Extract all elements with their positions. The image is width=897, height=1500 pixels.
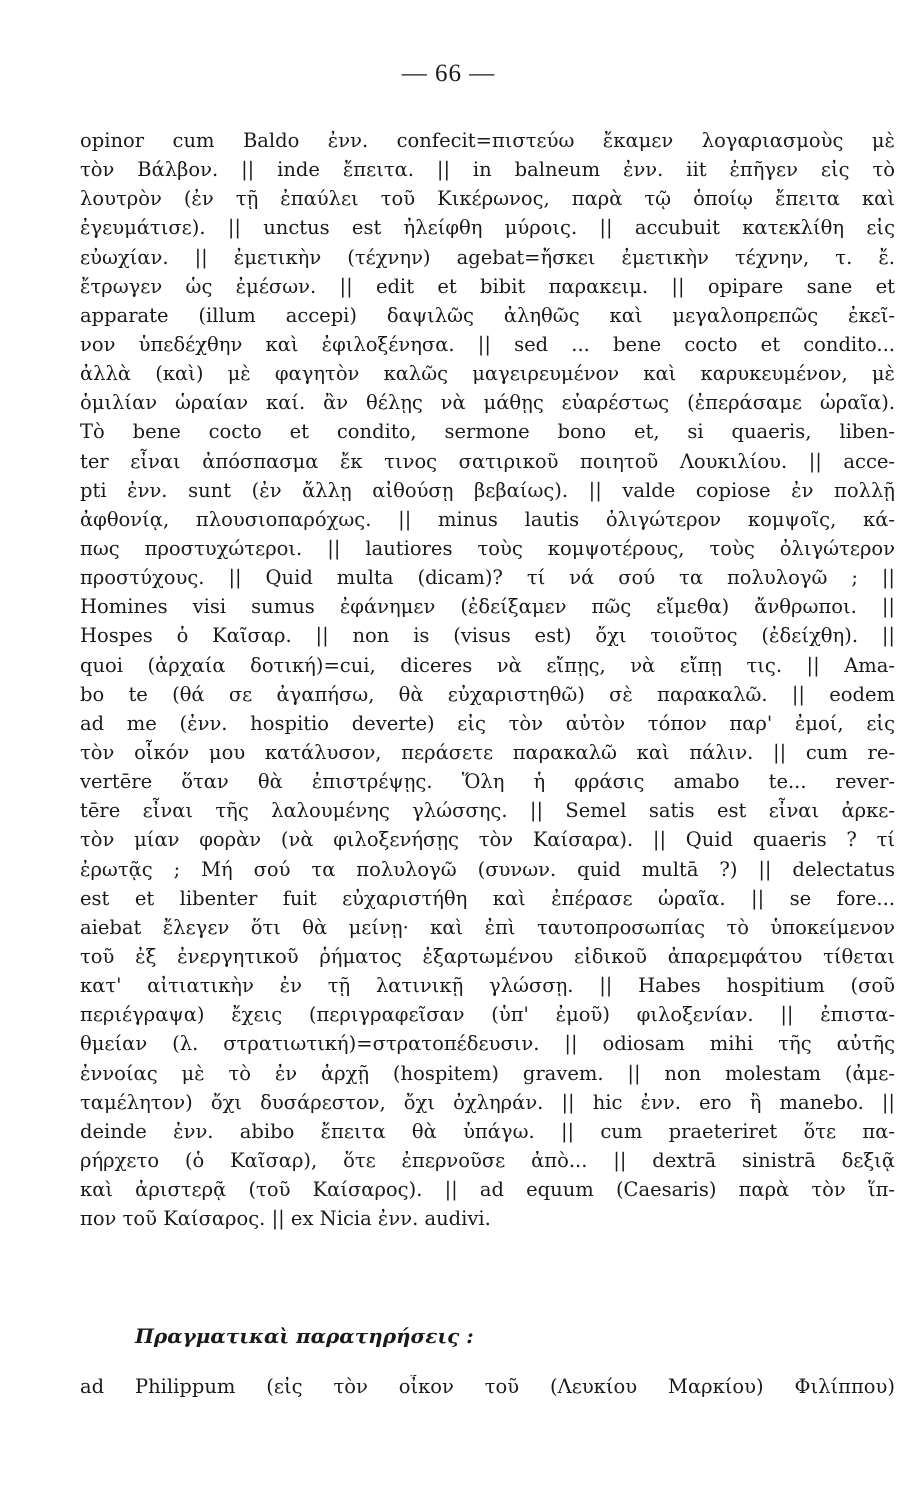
text-line: ὁμιλίαν ὡραίαν καί. ἂν θέλῃς νὰ μάθῃς εὐαρέστως (ἐπεράσαμε ὡραῖα). xyxy=(80,391,895,415)
text-line: opinor cum Baldo ἐνν. confecit=πιστεύω ἔκαμεν λογαριασμοὺς μὲ xyxy=(80,129,895,152)
text-line: λουτρὸν (ἐν τῇ ἐπαύλει τοῦ Κικέρωνος, παρὰ τῷ ὁποίῳ ἔπειτα καὶ xyxy=(80,187,895,211)
text-line: τὸν μίαν φορὰν (νὰ φιλοξενήσῃς τὸν Καίσαρα). || Quid quaeris ? τί xyxy=(80,828,895,852)
text-line: τοῦ ἐξ ἐνεργητικοῦ ῥήματος ἐξαρτωμένου εἰδικοῦ ἀπαρεμφάτου τίθεται xyxy=(80,944,895,968)
text-line: τὸν Βάλβον. || inde ἔπειτα. || in balneum ἐνν. iit ἐπῆγεν εἰς τὸ xyxy=(80,158,895,182)
text-line: τὸν οἶκόν μου κατάλυσον, περάσετε παρακαλῶ καὶ πάλιν. || cum re- xyxy=(80,740,895,764)
final-text-line: ad Philippum (εἰς τὸν οἶκον τοῦ (Λευκίου Μαρκίου) Φιλίππου) xyxy=(80,1375,895,1398)
section-heading: Πραγματικαὶ παρατηρήσεις : xyxy=(135,1324,474,1348)
page-number: — 66 — xyxy=(401,60,496,87)
text-line: ἐρωτᾷς ; Μή σού τα πολυλογῶ (συνων. quid multā ?) || delectatus xyxy=(80,857,895,881)
text-line: ἐννοίας μὲ τὸ ἐν ἀρχῇ (hospitem) gravem. || non molestam (ἀμε- xyxy=(80,1061,895,1085)
text-line: πως προστυχώτεροι. || lautiores τοὺς κομψοτέρους, τοὺς ὀλιγώτερον xyxy=(80,536,895,560)
text-line: πον τοῦ Καίσαρος. || ex Nicia ἐνν. audivi. xyxy=(80,1207,491,1231)
text-line: est et libenter fuit εὐχαριστήθη καὶ ἐπέρασε ὡραῖα. || se fore... xyxy=(80,886,895,910)
text-line: quoi (ἀρχαία δοτική)=cui, diceres νὰ εἴπῃς, νὰ εἴπῃ τις. || Ama- xyxy=(80,653,895,677)
text-line: ἐγευμάτισε). || unctus est ἠλείφθη μύροις. || accubuit κατεκλίθη εἰς xyxy=(80,216,895,240)
text-line: εὐωχίαν. || ἐμετικὴν (τέχνην) agebat=ἤσκει ἐμετικὴν τέχνην, τ. ἔ. xyxy=(80,245,895,269)
text-line: vertēre ὅταν θὰ ἐπιστρέψῃς. Ὅλη ἡ φράσις amabo te... rever- xyxy=(80,770,895,794)
text-line: deinde ἐνν. abibo ἔπειτα θὰ ὑπάγω. || cum praeteriret ὅτε πα- xyxy=(80,1119,895,1143)
text-line: ἔτρωγεν ὡς ἐμέσων. || edit et bibit παρακειμ. || opipare sane et xyxy=(80,274,895,298)
text-line: ταμέλητον) ὄχι δυσάρεστον, ὄχι ὀχληράν. || hic ἐνν. ero ἢ manebo. || xyxy=(80,1090,895,1114)
text-line: θμείαν (λ. στρατιωτική)=στρατοπέδευσιν. || odiosam mihi τῆς αὐτῆς xyxy=(80,1032,895,1056)
text-line: ἀλλὰ (καὶ) μὲ φαγητὸν καλῶς μαγειρευμένον καὶ καρυκευμένον, μὲ xyxy=(80,362,895,386)
text-line: Τὸ bene cocto et condito, sermone bono et, si quaeris, liben- xyxy=(80,420,895,444)
text-line: ad me (ἐνν. hospitio deverte) εἰς τὸν αὐτὸν τόπον παρ' ἐμοί, εἰς xyxy=(80,711,895,735)
text-line: Homines visi sumus ἐφάνημεν (ἐδείξαμεν πῶς εἴμεθα) ἄνθρωποι. || xyxy=(80,595,895,619)
text-line: ter εἶναι ἀπόσπασμα ἔκ τινος σατιρικοῦ ποιητοῦ Λουκιλίου. || acce- xyxy=(80,449,895,473)
text-line: Hospes ὁ Καῖσαρ. || non is (visus est) ὄχι τοιοῦτος (ἐδείχθη). || xyxy=(80,624,895,648)
text-line: aiebat ἔλεγεν ὅτι θὰ μείνῃ· καὶ ἐπὶ ταυτοπροσωπίας τὸ ὑποκείμενον xyxy=(80,915,895,939)
text-line: προστύχους. || Quid multa (dicam)? τί νά σού τα πολυλογῶ ; || xyxy=(80,566,895,590)
text-line: ρήρχετο (ὁ Καῖσαρ), ὅτε ἐπερνοῦσε ἀπὸ... || dextrā sinistrā δεξιᾷ xyxy=(80,1148,895,1172)
text-line: pti ἐνν. sunt (ἐν ἄλλῃ αἰθούσῃ βεβαίως). || valde copiose ἐν πολλῇ xyxy=(80,478,895,502)
text-line: apparate (illum accepi) δαψιλῶς ἀληθῶς καὶ μεγαλοπρεπῶς ἐκεῖ- xyxy=(80,303,895,327)
text-line: tēre εἶναι τῆς λαλουμένης γλώσσης. || Semel satis est εἶναι ἀρκε- xyxy=(80,799,895,823)
text-line: ἀφθονίᾳ, πλουσιοπαρόχως. || minus lautis ὀλιγώτερον κομψοῖς, κά- xyxy=(80,507,895,531)
text-line: bo te (θά σε ἀγαπήσω, θὰ εὐχαριστηθῶ) σὲ παρακαλῶ. || eodem xyxy=(80,682,895,706)
text-line: περιέγραψα) ἔχεις (περιγραφεῖσαν (ὑπ' ἐμοῦ) φιλοξενίαν. || ἐπιστα- xyxy=(80,1003,895,1027)
commentary-text xyxy=(80,126,895,1233)
text-line: κατ' αἰτιατικὴν ἐν τῇ λατινικῇ γλώσσῃ. || Habes hospitium (σοῦ xyxy=(80,974,895,998)
text-line: καὶ ἀριστερᾷ (τοῦ Καίσαρος). || ad equum (Caesaris) παρὰ τὸν ἵπ- xyxy=(80,1178,895,1202)
text-line: νον ὑπεδέχθην καὶ ἐφιλοξένησα. || sed ... bene cocto et condito... xyxy=(80,332,895,356)
